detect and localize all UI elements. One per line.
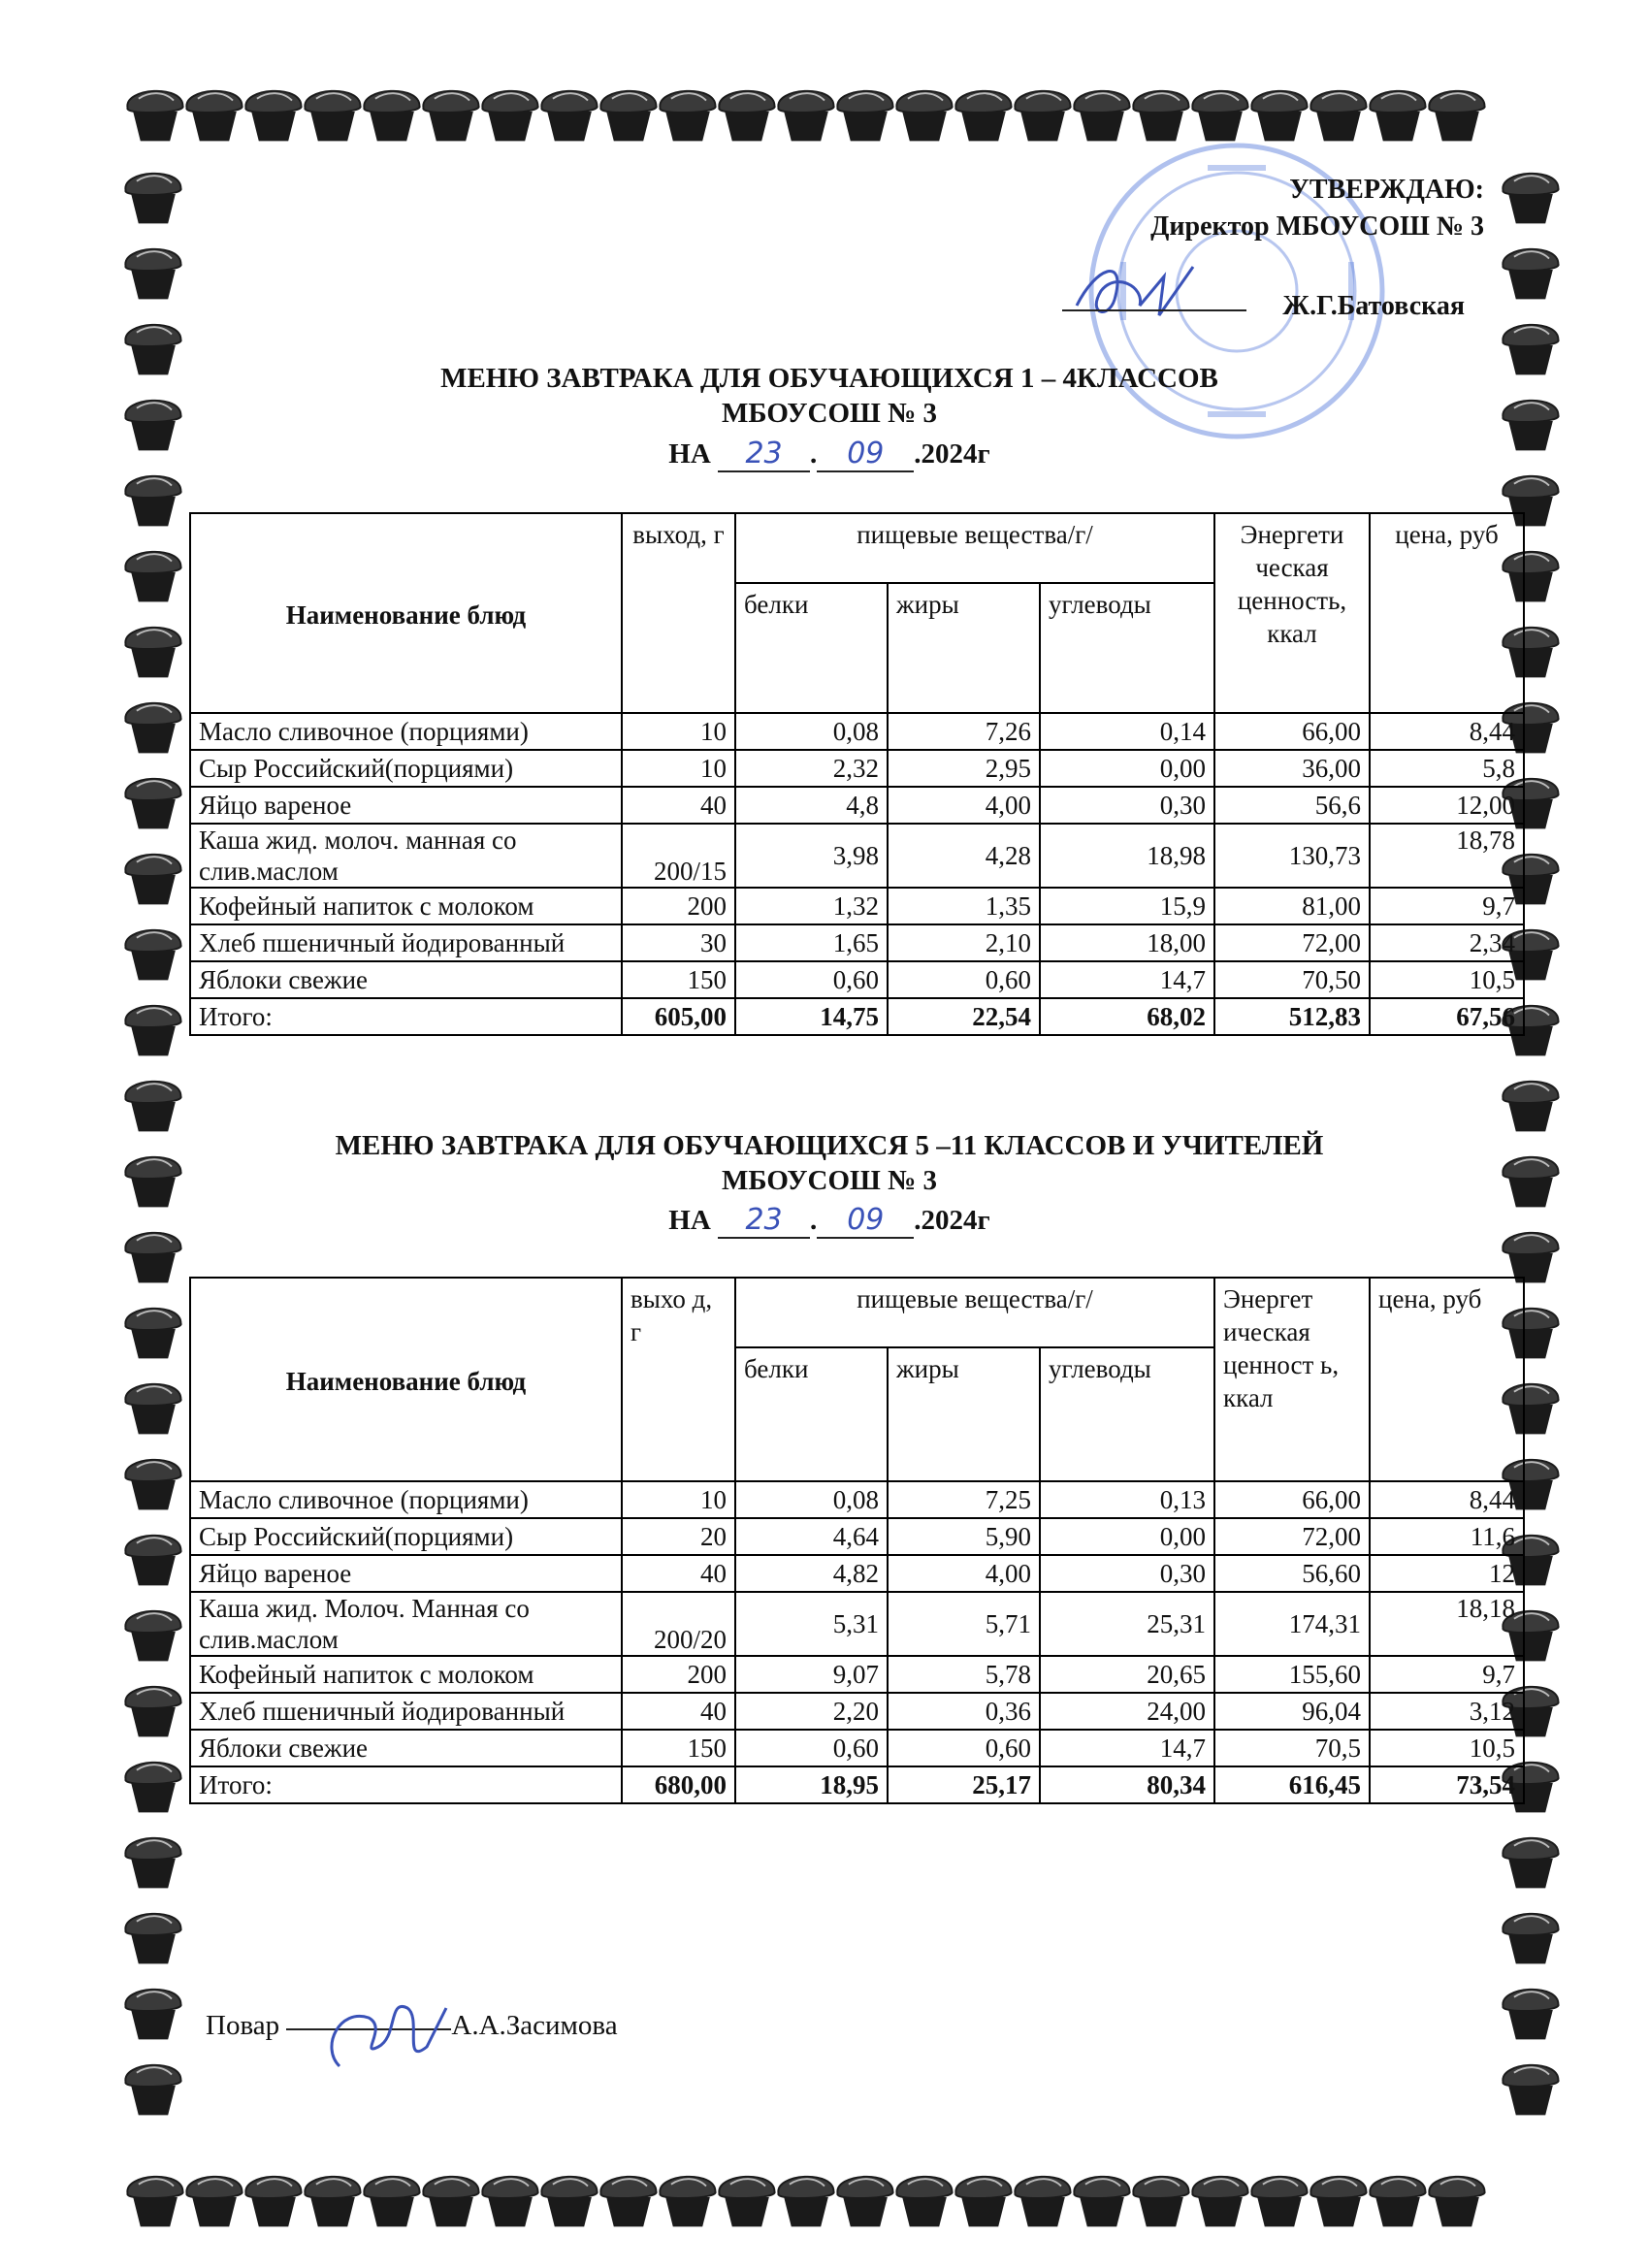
total-protein-cell: 18,95	[735, 1766, 888, 1803]
muffin-icon	[1370, 2177, 1425, 2227]
approval-heading: УТВЕРЖДАЮ:	[1289, 175, 1484, 205]
total-price-cell: 73,54	[1370, 1766, 1524, 1803]
menu1-header-energy: Энергети ческая ценность, ккал	[1214, 513, 1370, 713]
price-cell: 11,6	[1370, 1518, 1524, 1555]
muffin-icon	[1503, 1914, 1558, 1964]
menu1-header-fat: жиры	[888, 583, 1040, 713]
menu2-header-energy: Энергет ическая ценност ь, ккал	[1214, 1278, 1370, 1481]
muffin-icon	[305, 91, 360, 142]
menu1-title-line1: МЕНЮ ЗАВТРАКА ДЛЯ ОБУЧАЮЩИХСЯ 1 – 4КЛАССОВ	[440, 363, 1218, 394]
cook-label: Повар	[206, 2010, 280, 2041]
protein-cell: 4,82	[735, 1555, 888, 1592]
total-output-cell: 680,00	[622, 1766, 735, 1803]
muffin-icon	[1503, 401, 1558, 451]
menu1-row	[190, 787, 1524, 824]
dish-name-cell: Хлеб пшеничный йодированный	[190, 924, 622, 961]
menu2-header-fat: жиры	[888, 1347, 1040, 1481]
price-cell: 3,12	[1370, 1693, 1524, 1730]
muffin-icon	[186, 2177, 242, 2227]
dish-name-cell: Кофейный напиток с молоком	[190, 1656, 622, 1693]
output-cell: 150	[622, 961, 735, 998]
output-cell: 200/15	[622, 824, 735, 888]
muffin-icon	[1310, 91, 1366, 142]
menu2-header-output: выхо д, г	[622, 1278, 735, 1481]
energy-cell: 72,00	[1214, 924, 1370, 961]
muffin-icon	[423, 2177, 478, 2227]
dish-name-cell: Масло сливочное (порциями)	[190, 713, 622, 750]
muffin-icon	[1310, 2177, 1366, 2227]
muffin-icon	[1503, 1990, 1558, 2040]
menu2-date-day: 23	[718, 1203, 810, 1239]
menu2-row	[190, 1730, 1524, 1766]
cook-name: А.А.Засимова	[451, 2010, 618, 2041]
protein-cell: 4,8	[735, 787, 888, 824]
muffin-icon	[125, 930, 180, 981]
carbs-cell: 0,30	[1040, 787, 1214, 824]
total-carbs-cell: 80,34	[1040, 1766, 1214, 1803]
menu2-header-nutrients: пищевые вещества/г/	[735, 1278, 1214, 1347]
menu1-date-prefix: НА	[668, 438, 711, 470]
protein-cell: 0,08	[735, 713, 888, 750]
menu2-date-sep: .	[810, 1205, 818, 1236]
menu1-table	[189, 512, 1525, 1036]
price-cell: 18,78	[1370, 824, 1524, 888]
menu1-row	[190, 888, 1524, 924]
price-cell: 8,44	[1370, 1481, 1524, 1518]
carbs-cell: 14,7	[1040, 1730, 1214, 1766]
menu1-title-line2: МБОУСОШ № 3	[721, 398, 938, 429]
muffin-icon	[125, 1460, 180, 1510]
fat-cell: 4,00	[888, 787, 1040, 824]
fat-cell: 0,60	[888, 961, 1040, 998]
muffin-icon	[955, 91, 1011, 142]
energy-cell: 66,00	[1214, 713, 1370, 750]
price-cell: 9,7	[1370, 1656, 1524, 1693]
muffin-icon	[125, 779, 180, 829]
menu2-row	[190, 1518, 1524, 1555]
muffin-icon	[1429, 2177, 1484, 2227]
muffin-icon	[127, 91, 182, 142]
price-cell: 12,00	[1370, 787, 1524, 824]
energy-cell: 66,00	[1214, 1481, 1370, 1518]
muffin-icon	[1074, 91, 1129, 142]
fat-cell: 2,95	[888, 750, 1040, 787]
carbs-cell: 18,98	[1040, 824, 1214, 888]
menu2-row	[190, 1481, 1524, 1518]
menu1-date-suffix: .2024г	[914, 438, 990, 470]
menu2-row	[190, 1592, 1524, 1656]
fat-cell: 4,28	[888, 824, 1040, 888]
menu2-header-name: Наименование блюд	[190, 1278, 622, 1481]
menu1-header-name: Наименование блюд	[190, 513, 622, 713]
protein-cell: 1,65	[735, 924, 888, 961]
menu2-date	[155, 1203, 1504, 1239]
muffin-icon	[125, 703, 180, 754]
muffin-icon	[1503, 1233, 1558, 1283]
price-cell: 18,18	[1370, 1592, 1524, 1656]
output-cell: 200	[622, 888, 735, 924]
output-cell: 200/20	[622, 1592, 735, 1656]
muffin-icon	[125, 1536, 180, 1586]
muffin-icon	[1503, 1157, 1558, 1208]
energy-cell: 130,73	[1214, 824, 1370, 888]
dish-name-cell: Яблоки свежие	[190, 1730, 622, 1766]
total-price-cell: 67,56	[1370, 998, 1524, 1035]
muffin-icon	[1503, 174, 1558, 224]
muffin-icon	[1503, 325, 1558, 375]
menu2-table	[189, 1277, 1525, 1804]
muffin-icon	[125, 855, 180, 905]
menu2-row	[190, 1555, 1524, 1592]
dish-name-cell: Сыр Российский(порциями)	[190, 1518, 622, 1555]
menu1-title	[155, 361, 1504, 431]
approval-signature-name: Ж.Г.Батовская	[1282, 291, 1465, 321]
price-cell: 10,5	[1370, 961, 1524, 998]
muffin-icon	[125, 174, 180, 224]
menu1-date-day: 23	[718, 437, 810, 472]
menu2-header-price: цена, руб	[1370, 1278, 1524, 1481]
muffin-icon	[125, 552, 180, 602]
carbs-cell: 14,7	[1040, 961, 1214, 998]
fat-cell: 5,90	[888, 1518, 1040, 1555]
muffin-icon	[125, 2065, 180, 2116]
protein-cell: 1,32	[735, 888, 888, 924]
price-cell: 5,8	[1370, 750, 1524, 787]
output-cell: 10	[622, 750, 735, 787]
protein-cell: 0,60	[735, 961, 888, 998]
muffin-icon	[1074, 2177, 1129, 2227]
carbs-cell: 18,00	[1040, 924, 1214, 961]
menu1-row	[190, 824, 1524, 888]
carbs-cell: 24,00	[1040, 1693, 1214, 1730]
muffin-icon	[125, 1082, 180, 1132]
fat-cell: 1,35	[888, 888, 1040, 924]
muffin-icon	[660, 2177, 715, 2227]
fat-cell: 2,10	[888, 924, 1040, 961]
energy-cell: 70,5	[1214, 1730, 1370, 1766]
muffin-icon	[125, 1763, 180, 1813]
dish-name-cell: Каша жид. Молоч. Манная со слив.маслом	[190, 1592, 622, 1656]
price-cell: 9,7	[1370, 888, 1524, 924]
energy-cell: 56,6	[1214, 787, 1370, 824]
muffin-icon	[1192, 91, 1247, 142]
protein-cell: 2,20	[735, 1693, 888, 1730]
price-cell: 12	[1370, 1555, 1524, 1592]
muffin-icon	[1503, 2065, 1558, 2116]
energy-cell: 56,60	[1214, 1555, 1370, 1592]
dish-name-cell: Яйцо вареное	[190, 787, 622, 824]
muffin-icon	[125, 1990, 180, 2040]
menu1-total-row	[190, 998, 1524, 1035]
fat-cell: 7,26	[888, 713, 1040, 750]
carbs-cell: 15,9	[1040, 888, 1214, 924]
output-cell: 150	[622, 1730, 735, 1766]
menu2-date-suffix: .2024г	[914, 1205, 990, 1236]
menu2-title-line1: МЕНЮ ЗАВТРАКА ДЛЯ ОБУЧАЮЩИХСЯ 5 –11 КЛАССОВ И УЧИТЕЛЕЙ	[335, 1130, 1324, 1161]
menu2-row	[190, 1656, 1524, 1693]
menu1-header-nutrients: пищевые вещества/г/	[735, 513, 1214, 583]
muffin-icon	[1251, 91, 1307, 142]
energy-cell: 155,60	[1214, 1656, 1370, 1693]
total-output-cell: 605,00	[622, 998, 735, 1035]
output-cell: 30	[622, 924, 735, 961]
muffin-icon	[1370, 91, 1425, 142]
energy-cell: 70,50	[1214, 961, 1370, 998]
muffin-icon	[1503, 1082, 1558, 1132]
total-energy-cell: 512,83	[1214, 998, 1370, 1035]
output-cell: 200	[622, 1656, 735, 1693]
muffin-icon	[305, 2177, 360, 2227]
fat-cell: 0,36	[888, 1693, 1040, 1730]
approval-director: Директор МБОУСОШ № 3	[1150, 211, 1484, 242]
muffin-icon	[125, 1687, 180, 1737]
muffin-icon	[1133, 91, 1188, 142]
muffin-icon	[127, 2177, 182, 2227]
protein-cell: 9,07	[735, 1656, 888, 1693]
muffin-icon	[600, 91, 656, 142]
menu1-date-sep: .	[810, 438, 818, 470]
muffin-icon	[719, 91, 774, 142]
muffin-icon	[245, 91, 301, 142]
total-carbs-cell: 68,02	[1040, 998, 1214, 1035]
muffin-icon	[600, 2177, 656, 2227]
total-protein-cell: 14,75	[735, 998, 888, 1035]
menu1-row	[190, 713, 1524, 750]
menu2-row	[190, 1693, 1524, 1730]
output-cell: 10	[622, 713, 735, 750]
output-cell: 40	[622, 1555, 735, 1592]
muffin-icon	[1429, 91, 1484, 142]
menu2-title	[155, 1128, 1504, 1198]
cook-signature	[310, 1979, 485, 2095]
muffin-icon	[482, 2177, 537, 2227]
price-cell: 8,44	[1370, 713, 1524, 750]
menu1-date	[155, 437, 1504, 472]
menu2-title-line2: МБОУСОШ № 3	[721, 1165, 938, 1196]
fat-cell: 4,00	[888, 1555, 1040, 1592]
total-label-cell: Итого:	[190, 998, 622, 1035]
muffin-icon	[125, 628, 180, 678]
energy-cell: 36,00	[1214, 750, 1370, 787]
muffin-icon	[1133, 2177, 1188, 2227]
energy-cell: 174,31	[1214, 1592, 1370, 1656]
muffin-icon	[541, 2177, 597, 2227]
muffin-icon	[1503, 1838, 1558, 1889]
muffin-icon	[1503, 249, 1558, 300]
output-cell: 20	[622, 1518, 735, 1555]
muffin-icon	[125, 1006, 180, 1056]
dish-name-cell: Хлеб пшеничный йодированный	[190, 1693, 622, 1730]
muffin-icon	[245, 2177, 301, 2227]
energy-cell: 81,00	[1214, 888, 1370, 924]
menu1-row	[190, 961, 1524, 998]
menu1-row	[190, 750, 1524, 787]
menu2-date-month: 09	[817, 1203, 914, 1239]
muffin-icon	[482, 91, 537, 142]
protein-cell: 0,08	[735, 1481, 888, 1518]
muffin-icon	[1015, 2177, 1070, 2227]
carbs-cell: 0,30	[1040, 1555, 1214, 1592]
muffin-icon	[837, 2177, 892, 2227]
total-fat-cell: 22,54	[888, 998, 1040, 1035]
menu2-header-protein: белки	[735, 1347, 888, 1481]
muffin-icon	[125, 1233, 180, 1283]
protein-cell: 3,98	[735, 824, 888, 888]
muffin-icon	[837, 91, 892, 142]
carbs-cell: 25,31	[1040, 1592, 1214, 1656]
energy-cell: 96,04	[1214, 1693, 1370, 1730]
muffin-icon	[125, 1384, 180, 1435]
muffin-icon	[1015, 91, 1070, 142]
carbs-cell: 20,65	[1040, 1656, 1214, 1693]
menu2-total-row	[190, 1766, 1524, 1803]
muffin-icon	[955, 2177, 1011, 2227]
dish-name-cell: Кофейный напиток с молоком	[190, 888, 622, 924]
menu1-header-price: цена, руб	[1370, 513, 1524, 713]
carbs-cell: 0,13	[1040, 1481, 1214, 1518]
price-cell: 2,34	[1370, 924, 1524, 961]
fat-cell: 5,78	[888, 1656, 1040, 1693]
muffin-icon	[896, 91, 952, 142]
menu1-header-output: выход, г	[622, 513, 735, 713]
muffin-icon	[423, 91, 478, 142]
muffin-icon	[1251, 2177, 1307, 2227]
muffin-icon	[125, 1838, 180, 1889]
dish-name-cell: Яйцо вареное	[190, 1555, 622, 1592]
protein-cell: 2,32	[735, 750, 888, 787]
muffin-icon	[125, 1611, 180, 1662]
menu1-row	[190, 924, 1524, 961]
muffin-icon	[125, 1309, 180, 1359]
muffin-icon	[896, 2177, 952, 2227]
output-cell: 10	[622, 1481, 735, 1518]
muffin-icon	[125, 1914, 180, 1964]
total-fat-cell: 25,17	[888, 1766, 1040, 1803]
menu1-header-protein: белки	[735, 583, 888, 713]
carbs-cell: 0,14	[1040, 713, 1214, 750]
carbs-cell: 0,00	[1040, 1518, 1214, 1555]
price-cell: 10,5	[1370, 1730, 1524, 1766]
muffin-icon	[660, 91, 715, 142]
menu2-date-prefix: НА	[668, 1205, 711, 1236]
output-cell: 40	[622, 787, 735, 824]
carbs-cell: 0,00	[1040, 750, 1214, 787]
menu1-header-carbs: углеводы	[1040, 583, 1214, 713]
dish-name-cell: Масло сливочное (порциями)	[190, 1481, 622, 1518]
muffin-icon	[1192, 2177, 1247, 2227]
protein-cell: 0,60	[735, 1730, 888, 1766]
muffin-icon	[778, 2177, 833, 2227]
muffin-icon	[364, 2177, 419, 2227]
protein-cell: 4,64	[735, 1518, 888, 1555]
output-cell: 40	[622, 1693, 735, 1730]
fat-cell: 7,25	[888, 1481, 1040, 1518]
menu1-date-month: 09	[817, 437, 914, 472]
muffin-icon	[125, 249, 180, 300]
menu2-header-carbs: углеводы	[1040, 1347, 1214, 1481]
energy-cell: 72,00	[1214, 1518, 1370, 1555]
muffin-icon	[541, 91, 597, 142]
muffin-icon	[719, 2177, 774, 2227]
fat-cell: 5,71	[888, 1592, 1040, 1656]
dish-name-cell: Каша жид. молоч. манная со слив.маслом	[190, 824, 622, 888]
dish-name-cell: Сыр Российский(порциями)	[190, 750, 622, 787]
muffin-icon	[125, 476, 180, 527]
total-energy-cell: 616,45	[1214, 1766, 1370, 1803]
muffin-icon	[364, 91, 419, 142]
dish-name-cell: Яблоки свежие	[190, 961, 622, 998]
fat-cell: 0,60	[888, 1730, 1040, 1766]
protein-cell: 5,31	[735, 1592, 888, 1656]
muffin-icon	[186, 91, 242, 142]
muffin-icon	[778, 91, 833, 142]
total-label-cell: Итого:	[190, 1766, 622, 1803]
